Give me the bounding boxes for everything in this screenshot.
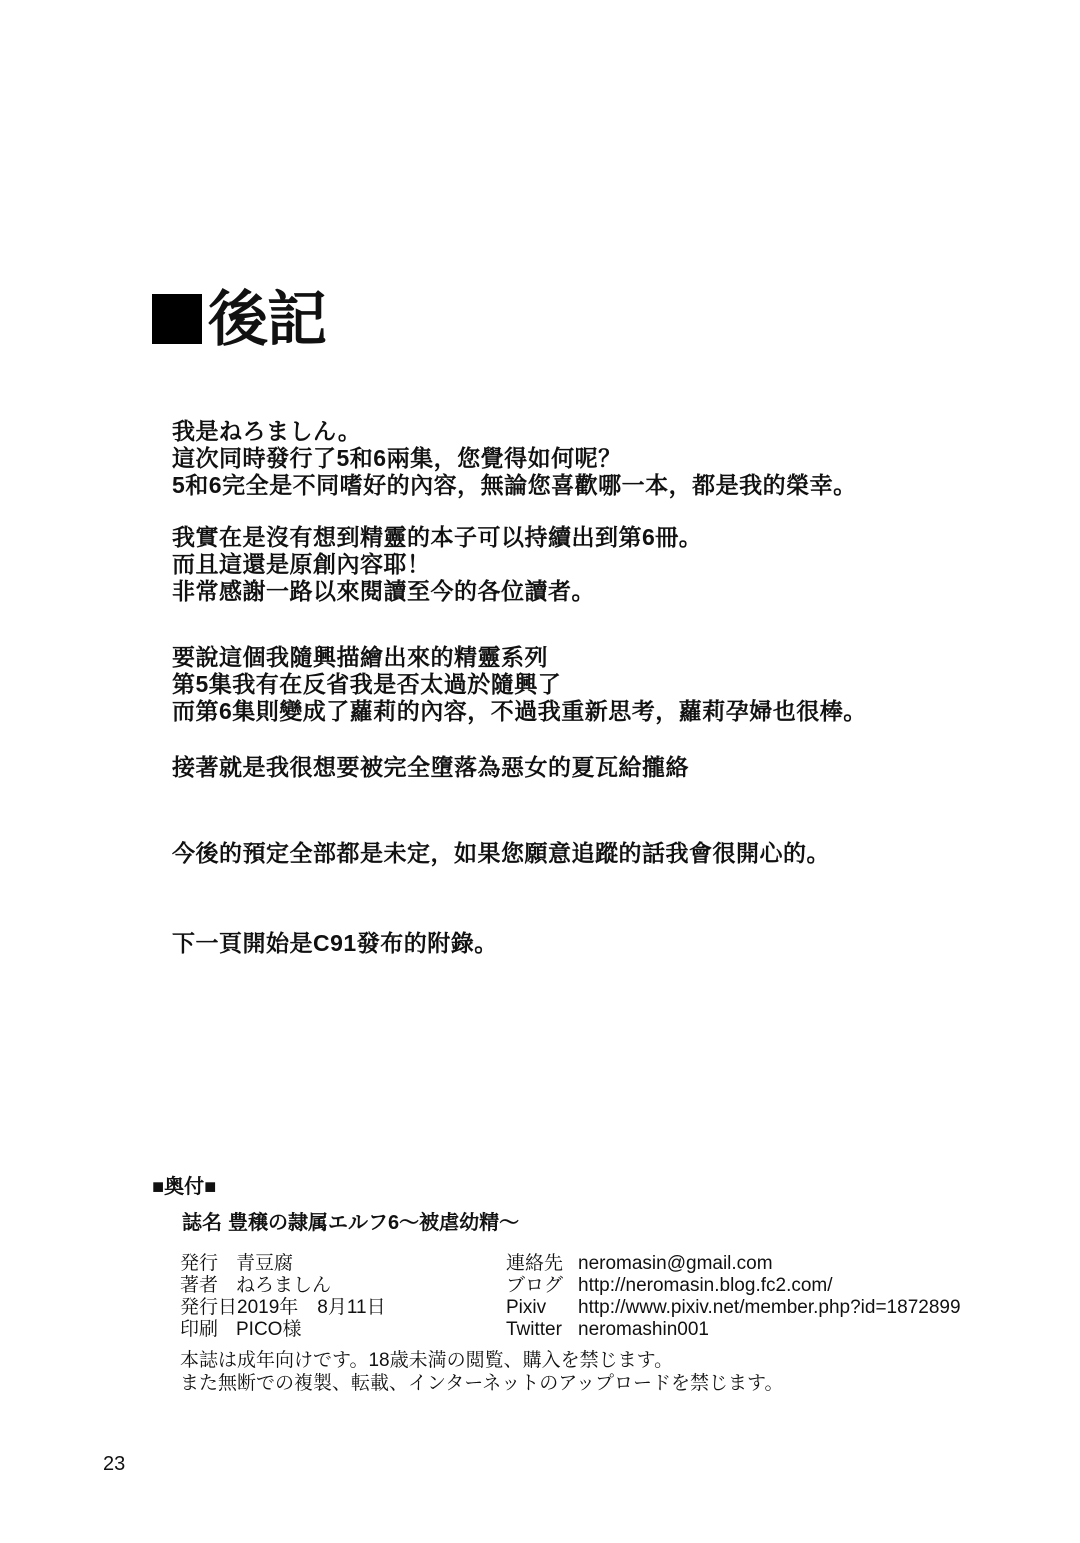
text-line: 非常感謝一路以來閱讀至今的各位讀者。 <box>172 578 595 604</box>
contact-row-blog <box>506 1275 961 1297</box>
contact-row-email <box>506 1253 961 1275</box>
text-line: 要說這個我隨興描繪出來的精靈系列 <box>172 644 548 670</box>
row-value: PICO様 <box>236 1319 302 1340</box>
pixiv-url-value: http://www.pixiv.net/member.php?id=1872899 <box>578 1297 961 1318</box>
text-line: 而第6集則變成了蘿莉的內容，不過我重新思考，蘿莉孕婦也很棒。 <box>172 698 867 724</box>
text-line: 第5集我有在反省我是否太過於隨興了 <box>172 671 562 697</box>
afterword-paragraph-6: 下一頁開始是C91發布的附錄。 <box>172 930 498 956</box>
contact-row-pixiv <box>506 1297 961 1319</box>
page-title <box>152 286 326 353</box>
publication-row-printer <box>180 1319 386 1341</box>
afterword-paragraph-3 <box>172 644 867 725</box>
colophon-disclaimer <box>180 1349 783 1395</box>
afterword-paragraph-2 <box>172 524 702 605</box>
page-title-text: 後記 <box>208 286 326 353</box>
row-label: 発行日 <box>180 1297 238 1318</box>
contact-row-twitter <box>506 1319 961 1341</box>
row-value: 青豆腐 <box>236 1253 294 1274</box>
black-square-icon <box>152 294 202 344</box>
colophon-book-title-row <box>182 1206 519 1235</box>
publication-row-author <box>180 1275 386 1297</box>
colophon-contact-table <box>506 1253 961 1341</box>
afterword-paragraph-5: 今後的預定全部都是未定，如果您願意追蹤的話我會很開心的。 <box>172 840 830 866</box>
text-line: また無断での複製、転載、インターネットのアップロードを禁じます。 <box>180 1373 784 1394</box>
row-label: 印刷 <box>180 1319 219 1340</box>
row-label: 連絡先 <box>506 1253 564 1274</box>
row-value: ねろましん <box>236 1275 332 1296</box>
publication-row-publisher <box>180 1253 386 1275</box>
page-number: 23 <box>103 1453 126 1475</box>
afterword-paragraph-4: 接著就是我很想要被完全墮落為惡女的夏瓦給攏絡 <box>172 754 689 780</box>
row-label: 発行 <box>180 1253 219 1274</box>
row-value: 2019年 8月11日 <box>237 1297 386 1318</box>
text-line: 我是ねろましん。 <box>172 418 362 444</box>
afterword-paragraph-1 <box>172 418 857 499</box>
colophon-publication-table <box>180 1253 386 1341</box>
text-line: 5和6完全是不同嗜好的內容，無論您喜歡哪一本，都是我的榮幸。 <box>172 472 857 498</box>
book-title-value: 豊穣の隷属エルフ6～被虐幼精～ <box>228 1212 520 1234</box>
colophon-header: ■奥付■ <box>152 1176 217 1198</box>
row-label: Pixiv <box>506 1297 547 1318</box>
text-line: 這次同時發行了5和6兩集，您覺得如何呢？ <box>172 445 622 471</box>
text-line: 而且這還是原創內容耶！ <box>172 551 431 577</box>
row-label: Twitter <box>506 1319 562 1340</box>
book-title-label: 誌名 <box>182 1212 222 1234</box>
row-label: ブログ <box>506 1275 564 1296</box>
text-line: 我實在是沒有想到精靈的本子可以持續出到第6冊。 <box>172 524 703 550</box>
publication-row-date <box>180 1297 386 1319</box>
row-label: 著者 <box>180 1275 219 1296</box>
twitter-value: neromashin001 <box>578 1319 709 1340</box>
email-value: neromasin@gmail.com <box>578 1253 773 1274</box>
text-line: 本誌は成年向けです。18歳未満の閲覧、購入を禁じます。 <box>180 1350 674 1371</box>
blog-url-value: http://neromasin.blog.fc2.com/ <box>578 1275 833 1296</box>
